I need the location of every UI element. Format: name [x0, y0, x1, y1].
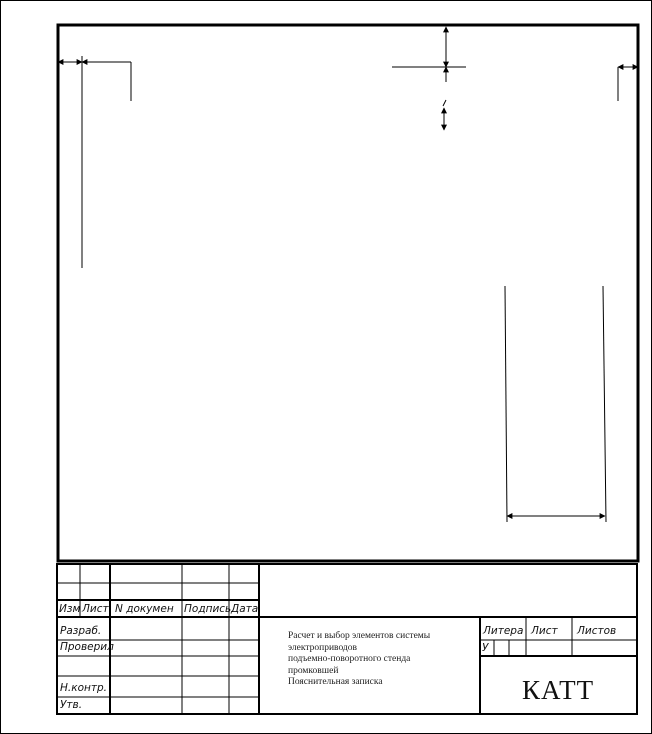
role-checked: Проверил	[60, 641, 114, 653]
header-signature: Подпись	[184, 603, 232, 615]
top-margin-dimension	[392, 27, 466, 130]
title-block-width-dimension	[505, 286, 606, 522]
main-frame	[58, 25, 638, 561]
description-line: Пояснительная записка	[288, 677, 383, 688]
description-line: промковшей	[288, 665, 339, 676]
letter-label: Литера	[483, 625, 524, 637]
document-description	[288, 631, 430, 689]
role-developed: Разраб.	[60, 625, 102, 637]
header-date: Дата	[231, 603, 259, 615]
left-margin-dimension	[58, 56, 131, 268]
sheet-border	[1, 1, 652, 734]
header-sheet: Лист	[82, 603, 109, 615]
role-norm-control: Н.контр.	[60, 682, 107, 694]
right-margin-dimension	[618, 67, 638, 101]
letter-value: У	[482, 642, 489, 654]
description-line: Расчет и выбор элементов системы	[288, 631, 431, 641]
role-approved: Утв.	[60, 699, 83, 711]
sheets-total-label: Листов	[577, 625, 617, 637]
organization-name: КАТТ	[521, 675, 595, 705]
description-line: электроприводов	[288, 642, 358, 653]
header-doc-number: N докумен	[115, 603, 174, 615]
description-line: подъемно-поворотного стенда	[288, 654, 411, 665]
sheet-number-label: Лист	[531, 625, 558, 637]
header-change: Изм	[59, 603, 81, 615]
